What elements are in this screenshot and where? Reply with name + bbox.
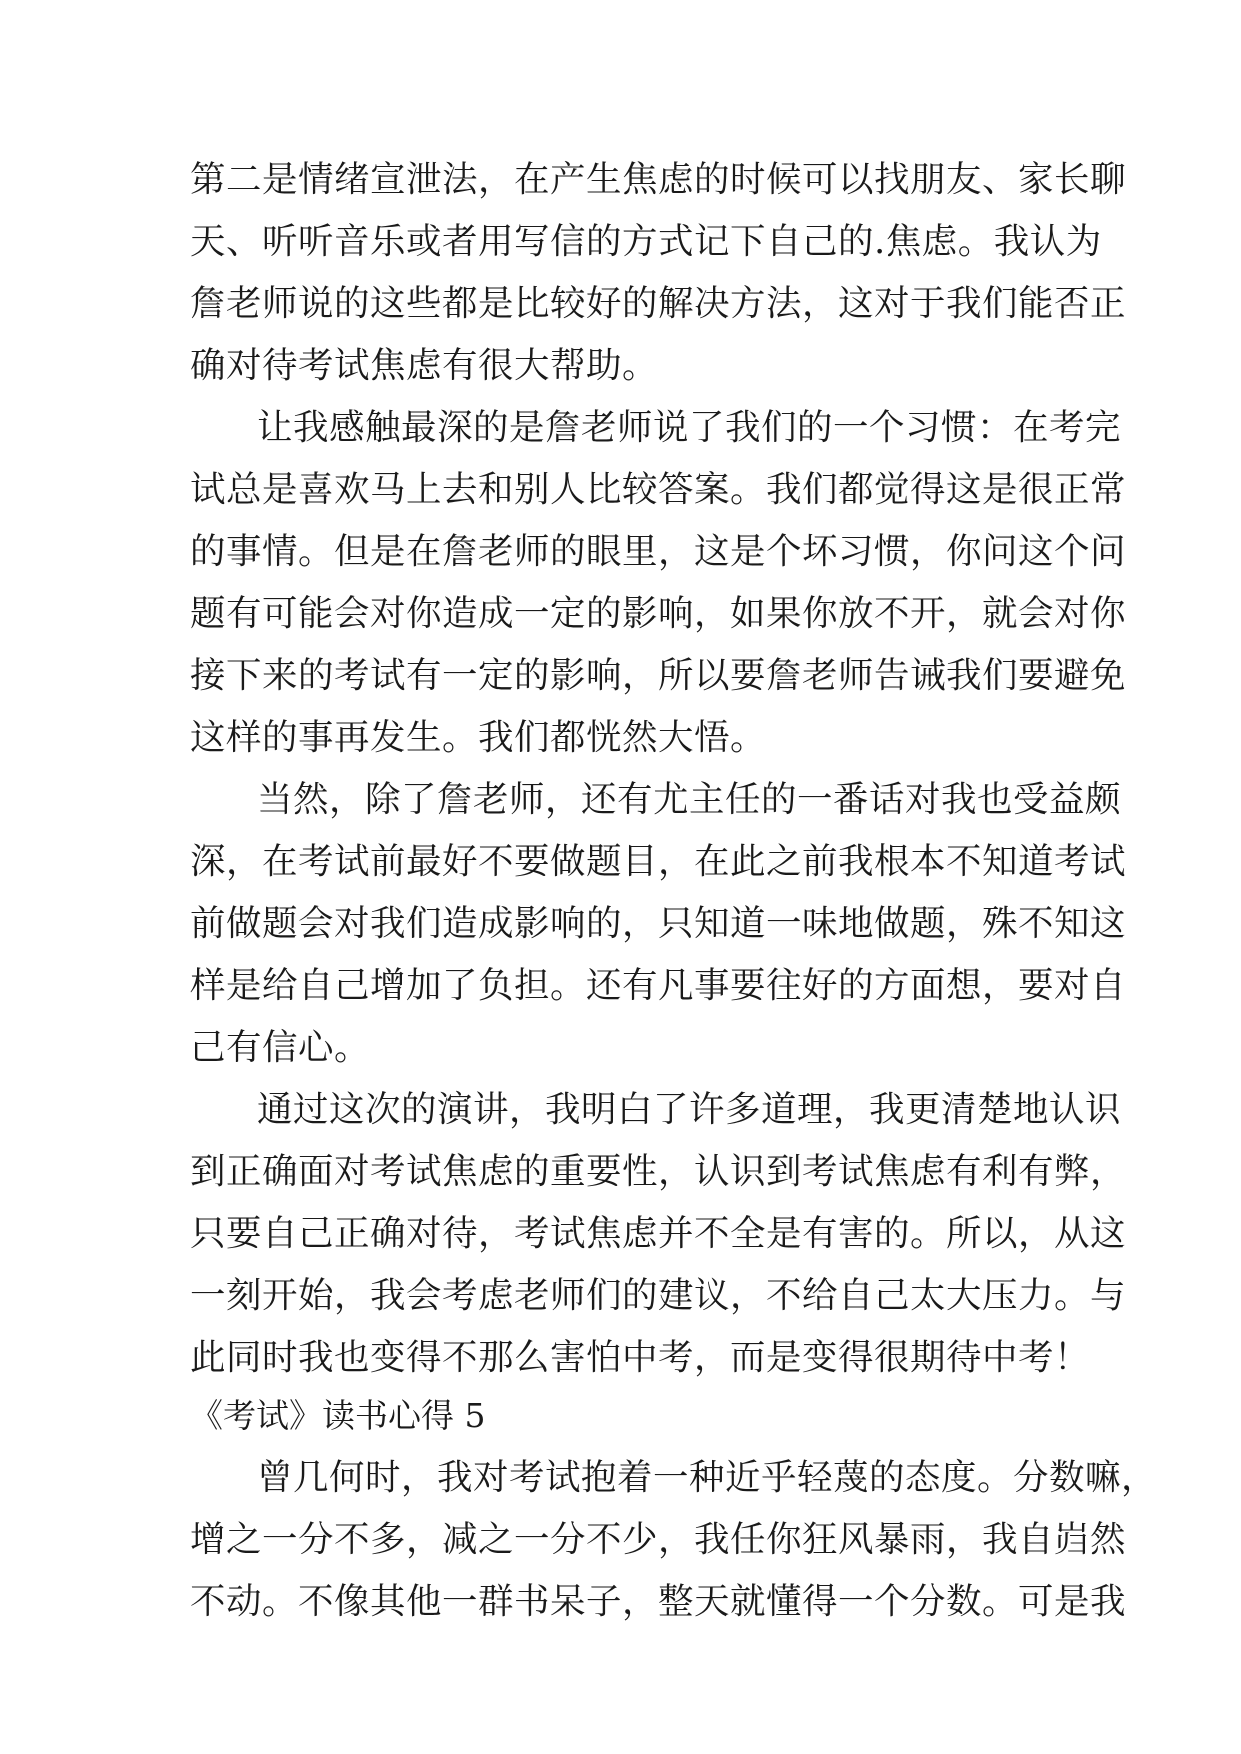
paragraph-line: 当然，除了詹老师，还有尤主任的一番话对我也受益颇	[257, 779, 1122, 820]
paragraph-line: 试总是喜欢马上去和别人比较答案。我们都觉得这是很正常	[190, 469, 1127, 510]
paragraph-line: 确对待考试焦虑有很大帮助。	[190, 345, 659, 386]
paragraph-line: 题有可能会对你造成一定的影响，如果你放不开，就会对你	[190, 593, 1127, 634]
section-heading: 《考试》读书心得 5	[190, 1396, 486, 1435]
paragraph-line: 接下来的考试有一定的影响，所以要詹老师告诫我们要避免	[190, 655, 1127, 696]
paragraph-line: 的事情。但是在詹老师的眼里，这是个坏习惯，你问这个问	[190, 531, 1127, 572]
paragraph-line: 让我感触最深的是詹老师说了我们的一个习惯：在考完	[257, 407, 1122, 448]
paragraph-line: 到正确面对考试焦虑的重要性，认识到考试焦虑有利有弊，	[190, 1151, 1127, 1192]
paragraph-line: 天、听听音乐或者用写信的方式记下自己的.焦虑。我认为	[190, 221, 1102, 262]
paragraph-line: 不动。不像其他一群书呆子，整天就懂得一个分数。可是我	[190, 1581, 1127, 1622]
paragraph-line: 曾几何时，我对考试抱着一种近乎轻蔑的态度。分数嘛，	[257, 1457, 1158, 1498]
paragraph-line: 只要自己正确对待，考试焦虑并不全是有害的。所以，从这	[190, 1213, 1127, 1254]
paragraph-line: 样是给自己增加了负担。还有凡事要往好的方面想，要对自	[190, 965, 1127, 1006]
paragraph-line: 詹老师说的这些都是比较好的解决方法，这对于我们能否正	[190, 283, 1127, 324]
paragraph-line: 通过这次的演讲，我明白了许多道理，我更清楚地认识	[257, 1089, 1122, 1130]
paragraph-line: 这样的事再发生。我们都恍然大悟。	[190, 717, 767, 758]
paragraph-line: 己有信心。	[190, 1027, 371, 1068]
paragraph-line: 第二是情绪宣泄法，在产生焦虑的时候可以找朋友、家长聊	[190, 159, 1127, 200]
paragraph-line: 一刻开始，我会考虑老师们的建议，不给自己太大压力。与	[190, 1275, 1127, 1316]
paragraph-line: 增之一分不多，减之一分不少，我任你狂风暴雨，我自岿然	[190, 1519, 1127, 1560]
paragraph-line: 深，在考试前最好不要做题目，在此之前我根本不知道考试	[190, 841, 1127, 882]
paragraph-line: 前做题会对我们造成影响的，只知道一味地做题，殊不知这	[190, 903, 1127, 944]
paragraph-line: 此同时我也变得不那么害怕中考，而是变得很期待中考！	[190, 1337, 1091, 1378]
